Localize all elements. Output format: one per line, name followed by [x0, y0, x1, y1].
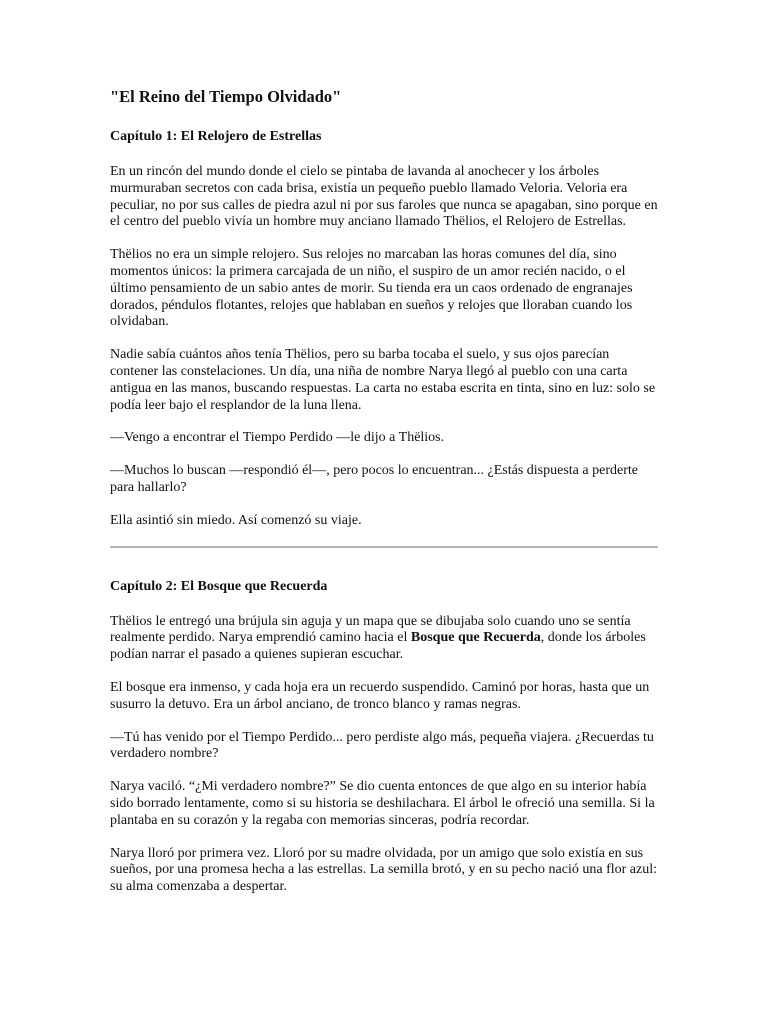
document-page: [110, 86, 658, 912]
chapter-2-paragraph: El bosque era inmenso, y cada hoja era un recuerdo suspendido. Caminó por horas, hasta que un susurro la detuvo. Era un árbol anciano, de tronco blanco y ramas negras.: [110, 679, 650, 712]
document-title: "El Reino del Tiempo Olvidado": [110, 87, 342, 106]
chapter-1-paragraph: Nadie sabía cuántos años tenía Thëlios, pero su barba tocaba el suelo, y sus ojos parecían contener las constelaciones. Un día, una niña de nombre Narya llegó al pueblo con una carta antigua en las manos, buscando respuestas. La carta no estaba escrita en tinta, sino en luz: solo se podía leer bajo el resplandor de la luna llena.: [110, 347, 656, 413]
chapter-2-heading: Capítulo 2: El Bosque que Recuerda: [110, 578, 328, 594]
chapter-2-text: Thëlios le entregó una brújula sin aguja y un mapa que se dibujaba solo cuando uno se sentía realmente perdido. Narya emprendió camino hacia el: [110, 613, 631, 646]
bold-place-name: Bosque que Recuerda: [410, 630, 541, 646]
chapter-1-paragraph: Thëlios no era un simple relojero. Sus relojes no marcaban las horas comunes del día, sino momentos únicos: la primera carcajada de un niño, el suspiro de un amor recién nacido, o el último pensamiento de un sabio antes de morir. Su tienda era un caos ordenado de engranajes dorados, péndulos flotantes, relojes que hablaban en sueños y relojes que lloraban cuando los olvidaban.: [110, 247, 633, 330]
chapter-2-text: , donde los árboles podían narrar el pasado a quienes supieran escuchar.: [110, 630, 646, 663]
section-divider: [110, 546, 658, 548]
chapter-2-paragraph: [110, 614, 658, 664]
chapter-1-paragraph: Ella asintió sin miedo. Así comenzó su viaje.: [110, 512, 362, 528]
chapter-2-paragraph: Narya lloró por primera vez. Lloró por su madre olvidada, por un amigo que solo existía en sus sueños, por una promesa hecha a las estrellas. La semilla brotó, y en su pecho nació una flor azul: su alma comenzaba a despertar.: [110, 845, 657, 895]
chapter-2-dialogue: —Tú has venido por el Tiempo Perdido... pero perdiste algo más, pequeña viajera. ¿Recuerdas tu verdadero nombre?: [110, 729, 654, 762]
chapter-1-heading: Capítulo 1: El Relojero de Estrellas: [110, 129, 322, 144]
chapter-2-paragraph: Narya vaciló. “¿Mi verdadero nombre?” Se dio cuenta entonces de que algo en su interior había sido borrado lentamente, como si su historia se deshilachara. El árbol le ofreció una semilla. Si la plantaba en su corazón y la regaba con memorias sinceras, podría recordar.: [110, 779, 655, 828]
chapter-1-paragraph: En un rincón del mundo donde el cielo se pintaba de lavanda al anochecer y los árboles murmuraban secretos con cada brisa, existía un pequeño pueblo llamado Veloria. Veloria era peculiar, no por sus calles de piedra azul ni por sus faroles que nunca se apagaban, sino porque en el centro del pueblo vivía un hombre muy anciano llamado Thëlios, el Relojero de Estrellas.: [110, 164, 658, 230]
chapter-1-dialogue: —Muchos lo buscan —respondió él—, pero pocos lo encuentran... ¿Estás dispuesta a perderte para hallarlo?: [110, 463, 638, 495]
chapter-1-dialogue: —Vengo a encontrar el Tiempo Perdido —le dijo a Thëlios.: [110, 430, 445, 446]
